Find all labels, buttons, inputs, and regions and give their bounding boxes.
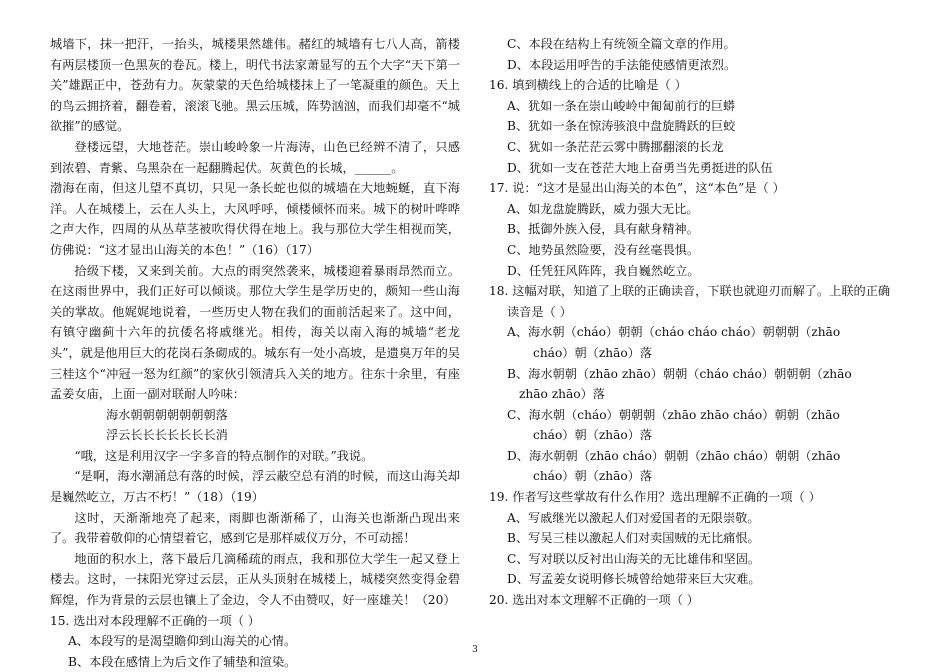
question-option: C、写对联以反衬出山海关的无比雄伟和坚固。 [507,551,761,566]
passage-paragraph: “是啊，海水潮涌总有落的时候，浮云蔽空总有消的时候，而这山海关却是巍然屹立，万古不朽！”（18）（19） [50,469,460,505]
couplet-line-lower: 浮云长长长长长长长消 [106,428,228,443]
question-option: D、任凭狂风阵阵，我自巍然屹立。 [507,263,700,278]
passage-paragraph: 拾级下楼，又来到关前。大点的雨突然袭来，城楼迎着暴雨昂然而立。在这雨世界中，我们正好可以倾谈。那位大学生是学历史的，颇知一些山海关的掌故。他娓娓地说着，一些历史人物在我们的面前活起来了。这中间，有镇守幽蓟十六年的抗倭名将戚继光。相传，海关以南入海的城墙“老龙头”，就是他用巨大的花岗石条砌成的。城东有一处小高坡，是遗臭万年的吴三桂这个“冲冠一怒为红颜”的家伙引领清兵入关的地方。往东十余里，有座孟姜女庙，上面一副对联耐人吟味： [50,263,460,402]
question-option: B、犹如一条在惊涛骇浪中盘旋腾跃的巨蛟 [507,119,736,134]
question-option: D、本段运用呼告的手法能使感情更浓烈。 [507,57,737,72]
question-18-continuation: 读音是（ ） [507,304,572,319]
left-column [50,34,460,672]
question-option: A、写戚继光以激起人们对爱国者的无限崇敬。 [507,510,760,525]
question-option: C、本段在结构上有统领全篇文章的作用。 [507,37,736,51]
question-option-continuation: zhāo zhāo）落 [519,387,605,402]
question-option: A、犹如一条在崇山峻岭中匍匐前行的巨蟒 [507,98,736,113]
question-option: B、本段在感情上为后文作了辅垫和渲染。 [68,654,297,669]
passage-paragraph: 城墙下，抹一把汗，一抬头，城楼果然雄伟。赭红的城墙有七八人高，箭楼有两层楼顶一色黑灰的卷瓦。楼上，明代书法家萧显写的五个大字“天下第一关”雄踞正中，苍劲有力。灰蒙蒙的天色给城楼抹上了一笔凝重的颜色。天上的鸟云拥挤着，翻卷着，滚滚飞驰。黑云压城，阵势汹汹，而我们却毫不“城欲摧”的感觉。 [50,37,460,134]
question-option: D、海水朝朝（zhāo cháo）朝朝（zhāo cháo）朝朝（zhāo [507,448,841,463]
page-number: 3 [472,645,478,655]
question-option: A、海水朝（cháo）朝朝（cháo cháo cháo）朝朝朝（zhāo [507,325,841,340]
question-option: C、犹如一条茫茫云雾中腾挪翻滚的长龙 [507,139,724,154]
question-18: 18. 这幅对联，知道了上联的正确读音，下联也就迎刃而解了。上联的正确 [489,284,891,299]
passage-paragraph: 地面的积水上，落下最后几滴稀疏的雨点，我和那位大学生一起又登上楼去。这时，一抹阳光穿过云层，正从头顶射在城楼上，城楼突然变得金碧辉煌，作为背景的云层也镶上了金边，令人不由赞叹，好一座雄关！（20） [50,551,460,608]
question-16: 16. 填到横线上的合适的比喻是（ ） [489,78,687,93]
question-option: C、海水朝（cháo）朝朝朝（zhāo zhāo cháo）朝朝（zhāo [507,407,840,422]
question-20: 20. 选出对本文理解不正确的一项（ ） [489,593,699,608]
question-option: B、海水朝朝（zhāo zhāo）朝朝（cháo cháo）朝朝朝（zhāo [507,366,852,381]
question-option: D、犹如一支在苍茫大地上奋勇当先勇挺进的队伍 [507,160,773,175]
question-option: A、本段写的是渴望瞻仰到山海关的心情。 [68,634,297,649]
couplet-line-upper: 海水朝朝朝朝朝朝朝落 [106,407,228,422]
passage-paragraph: 登楼远望，大地苍茫。崇山峻岭象一片海涛，山色已经辨不清了，只感到浓碧、青紫、乌黑杂在一起翻腾起伏。灰黄色的长城，______。 [50,139,460,175]
question-option-continuation: cháo）朝（zhāo）落 [533,345,653,360]
question-option: C、地势虽然险要，没有丝毫畏惧。 [507,242,700,257]
passage-paragraph: “哦，这是利用汉字一字多音的特点制作的对联。”我说。 [74,448,374,463]
question-option-continuation: cháo）朝（zhāo）落 [533,428,653,443]
question-option-continuation: cháo）朝（zhāo）落 [533,469,653,484]
right-column [489,34,901,611]
question-15: 15. 选出对本段理解不正确的一项（ ） [50,613,260,628]
question-19: 19. 作者写这些掌故有什么作用？选出理解不正确的一项（ ） [489,490,821,505]
passage-paragraph: 这时，天渐渐地亮了起来，雨脚也渐渐稀了，山海关也渐渐凸现出来了。我带着敬仰的心情望着它，感到它是那样威仪万分，不可动摇！ [50,510,460,546]
passage-paragraph: 渤海在南，但这儿望不真切，只见一条长蛇也似的城墙在大地蜿蜒，直下海洋。人在城楼上，云在人头上，大风呼呼，倾楼倾怀而来。城下的树叶哗哗之声大作，四周的从丛草茎被吹得伏得在地上。我与那位大学生相视而笑，仿佛说：“这才显出山海关的本色！”（16）（17） [50,181,460,257]
question-17: 17. 说：“这才是显出山海关的本色”，这“本色”是（ ） [489,181,785,196]
question-option: B、写吴三桂以激起人们对卖国贼的无比痛恨。 [507,531,760,546]
question-option: A、如龙盘旋腾跃，威力强大无比。 [507,201,699,216]
question-option: D、写孟姜女说明修长城曾给她带来巨大灾难。 [507,572,761,587]
question-option: B、抵御外族入侵，具有献身精神。 [507,222,699,237]
